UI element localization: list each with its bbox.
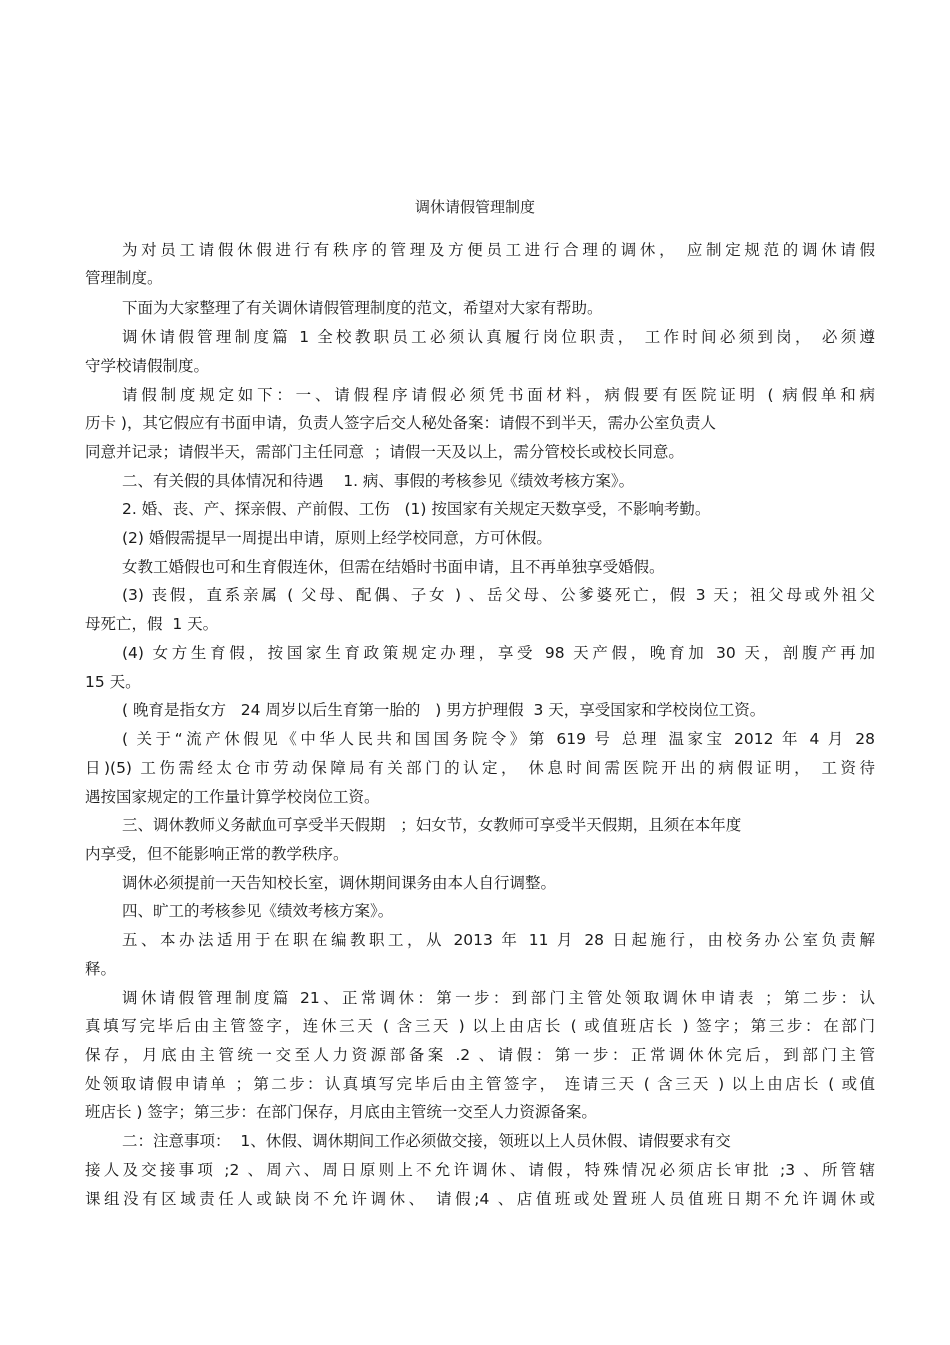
paragraph-line: 五、本办法适用于在职在编教职工，从 2013 年 11 月 28 日起施行，由校务办公室负责解 bbox=[122, 931, 875, 949]
paragraph-line: 调休请假管理制度篇 21、正常调休：第一步：到部门主管处领取调休申请表 ；第二步：认 bbox=[122, 989, 875, 1007]
paragraph-line: ( 晚育是指女方 24 周岁以后生育第一胎的 ) 男方护理假 3 天，享受国家和学校岗位工资。 bbox=[122, 701, 766, 719]
paragraph-line: 女教工婚假也可和生育假连休，但需在结婚时书面申请，且不再单独享受婚假。 bbox=[122, 558, 665, 576]
paragraph-line: (4) 女方生育假，按国家生育政策规定办理，享受 98 天产假，晚育加 30 天，剖腹产再加 bbox=[122, 644, 875, 662]
paragraph-line: 释。 bbox=[85, 960, 117, 978]
paragraph-line: 真填写完毕后由主管签字，连休三天 ( 含三天 ) 以上由店长 ( 或值班店长 ) 签字；第三步：在部门 bbox=[85, 1017, 875, 1035]
paragraph-line: 遇按国家规定的工作量计算学校岗位工资。 bbox=[85, 788, 380, 806]
paragraph-line: 班店长 ) 签字；第三步：在部门保存，月底由主管统一交至人力资源备案。 bbox=[85, 1103, 597, 1121]
paragraph-line: 保存，月底由主管统一交至人力资源部备案 .2 、请假：第一步：正常调休休完后，到部门主管 bbox=[85, 1046, 875, 1064]
paragraph-line: 内享受，但不能影响正常的教学秩序。 bbox=[85, 845, 349, 863]
paragraph-line: 管理制度。 bbox=[85, 269, 163, 287]
paragraph-line: 守学校请假制度。 bbox=[85, 357, 210, 375]
paragraph-line: 调休请假管理制度篇 1 全校教职员工必须认真履行岗位职责， 工作时间必须到岗， 必须遵 bbox=[122, 328, 875, 346]
paragraph-line: 母死亡，假 1 天。 bbox=[85, 615, 219, 633]
paragraph-line: ( 关于“流产休假见《中华人民共和国国务院令》第 619 号 总理 温家宝 2012 年 4 月 28 bbox=[122, 730, 875, 748]
paragraph-line: 为对员工请假休假进行有秩序的管理及方便员工进行合理的调休， 应制定规范的调休请假 bbox=[122, 241, 875, 259]
paragraph-line: 2. 婚、丧、产、探亲假、产前假、工伤 (1) 按国家有关规定天数享受，不影响考勤。 bbox=[122, 500, 711, 518]
paragraph-line: 二、有关假的具体情况和待遇 1. 病、事假的考核参见《绩效考核方案》。 bbox=[122, 472, 635, 490]
paragraph-line: 同意并记录；请假半天，需部门主任同意 ；请假一天及以上，需分管校长或校长同意。 bbox=[85, 443, 684, 461]
paragraph-line: 调休必须提前一天告知校长室，调休期间课务由本人自行调整。 bbox=[122, 874, 557, 892]
paragraph-line: 三、调休教师义务献血可享受半天假期 ；妇女节，女教师可享受半天假期，且须在本年度 bbox=[122, 816, 742, 834]
paragraph-line: 请假制度规定如下：一、请假程序请假必须凭书面材料，病假要有医院证明 ( 病假单和病 bbox=[122, 386, 875, 404]
paragraph-line: (2) 婚假需提早一周提出申请，原则上经学校同意，方可休假。 bbox=[122, 529, 552, 547]
paragraph-line: 处领取请假申请单 ；第二步：认真填写完毕后由主管签字， 连请三天 ( 含三天 ) 以上由店长 ( 或值 bbox=[85, 1075, 875, 1093]
document-title: 调休请假管理制度 bbox=[414, 198, 535, 216]
paragraph-line: 四、旷工的考核参见《绩效考核方案》。 bbox=[122, 902, 394, 920]
paragraph-line: (3) 丧假，直系亲属 ( 父母、配偶、子女 ) 、岳父母、公爹婆死亡，假 3 天；祖父母或外祖父 bbox=[122, 586, 875, 604]
paragraph-line: 接人及交接事项 ;2 、周六、周日原则上不允许调休、请假，特殊情况必须店长审批 ;3 、所管辖 bbox=[85, 1161, 875, 1179]
paragraph-line: 15 天。 bbox=[85, 673, 141, 691]
paragraph-line: 课组没有区域责任人或缺岗不允许调休、 请假;4 、店值班或处置班人员值班日期不允许调休或 bbox=[85, 1190, 875, 1208]
paragraph-line: 历卡 )，其它假应有书面申请，负责人签字后交人秘处备案：请假不到半天，需办公室负责人 bbox=[85, 414, 716, 432]
paragraph-line: 二：注意事项： 1、休假、调休期间工作必须做交接，领班以上人员休假、请假要求有交 bbox=[122, 1132, 731, 1150]
paragraph-line: 日)(5) 工伤需经太仓市劳动保障局有关部门的认定， 休息时间需医院开出的病假证明， 工资待 bbox=[85, 759, 875, 777]
paragraph-line: 下面为大家整理了有关调休请假管理制度的范文，希望对大家有帮助。 bbox=[122, 299, 603, 317]
